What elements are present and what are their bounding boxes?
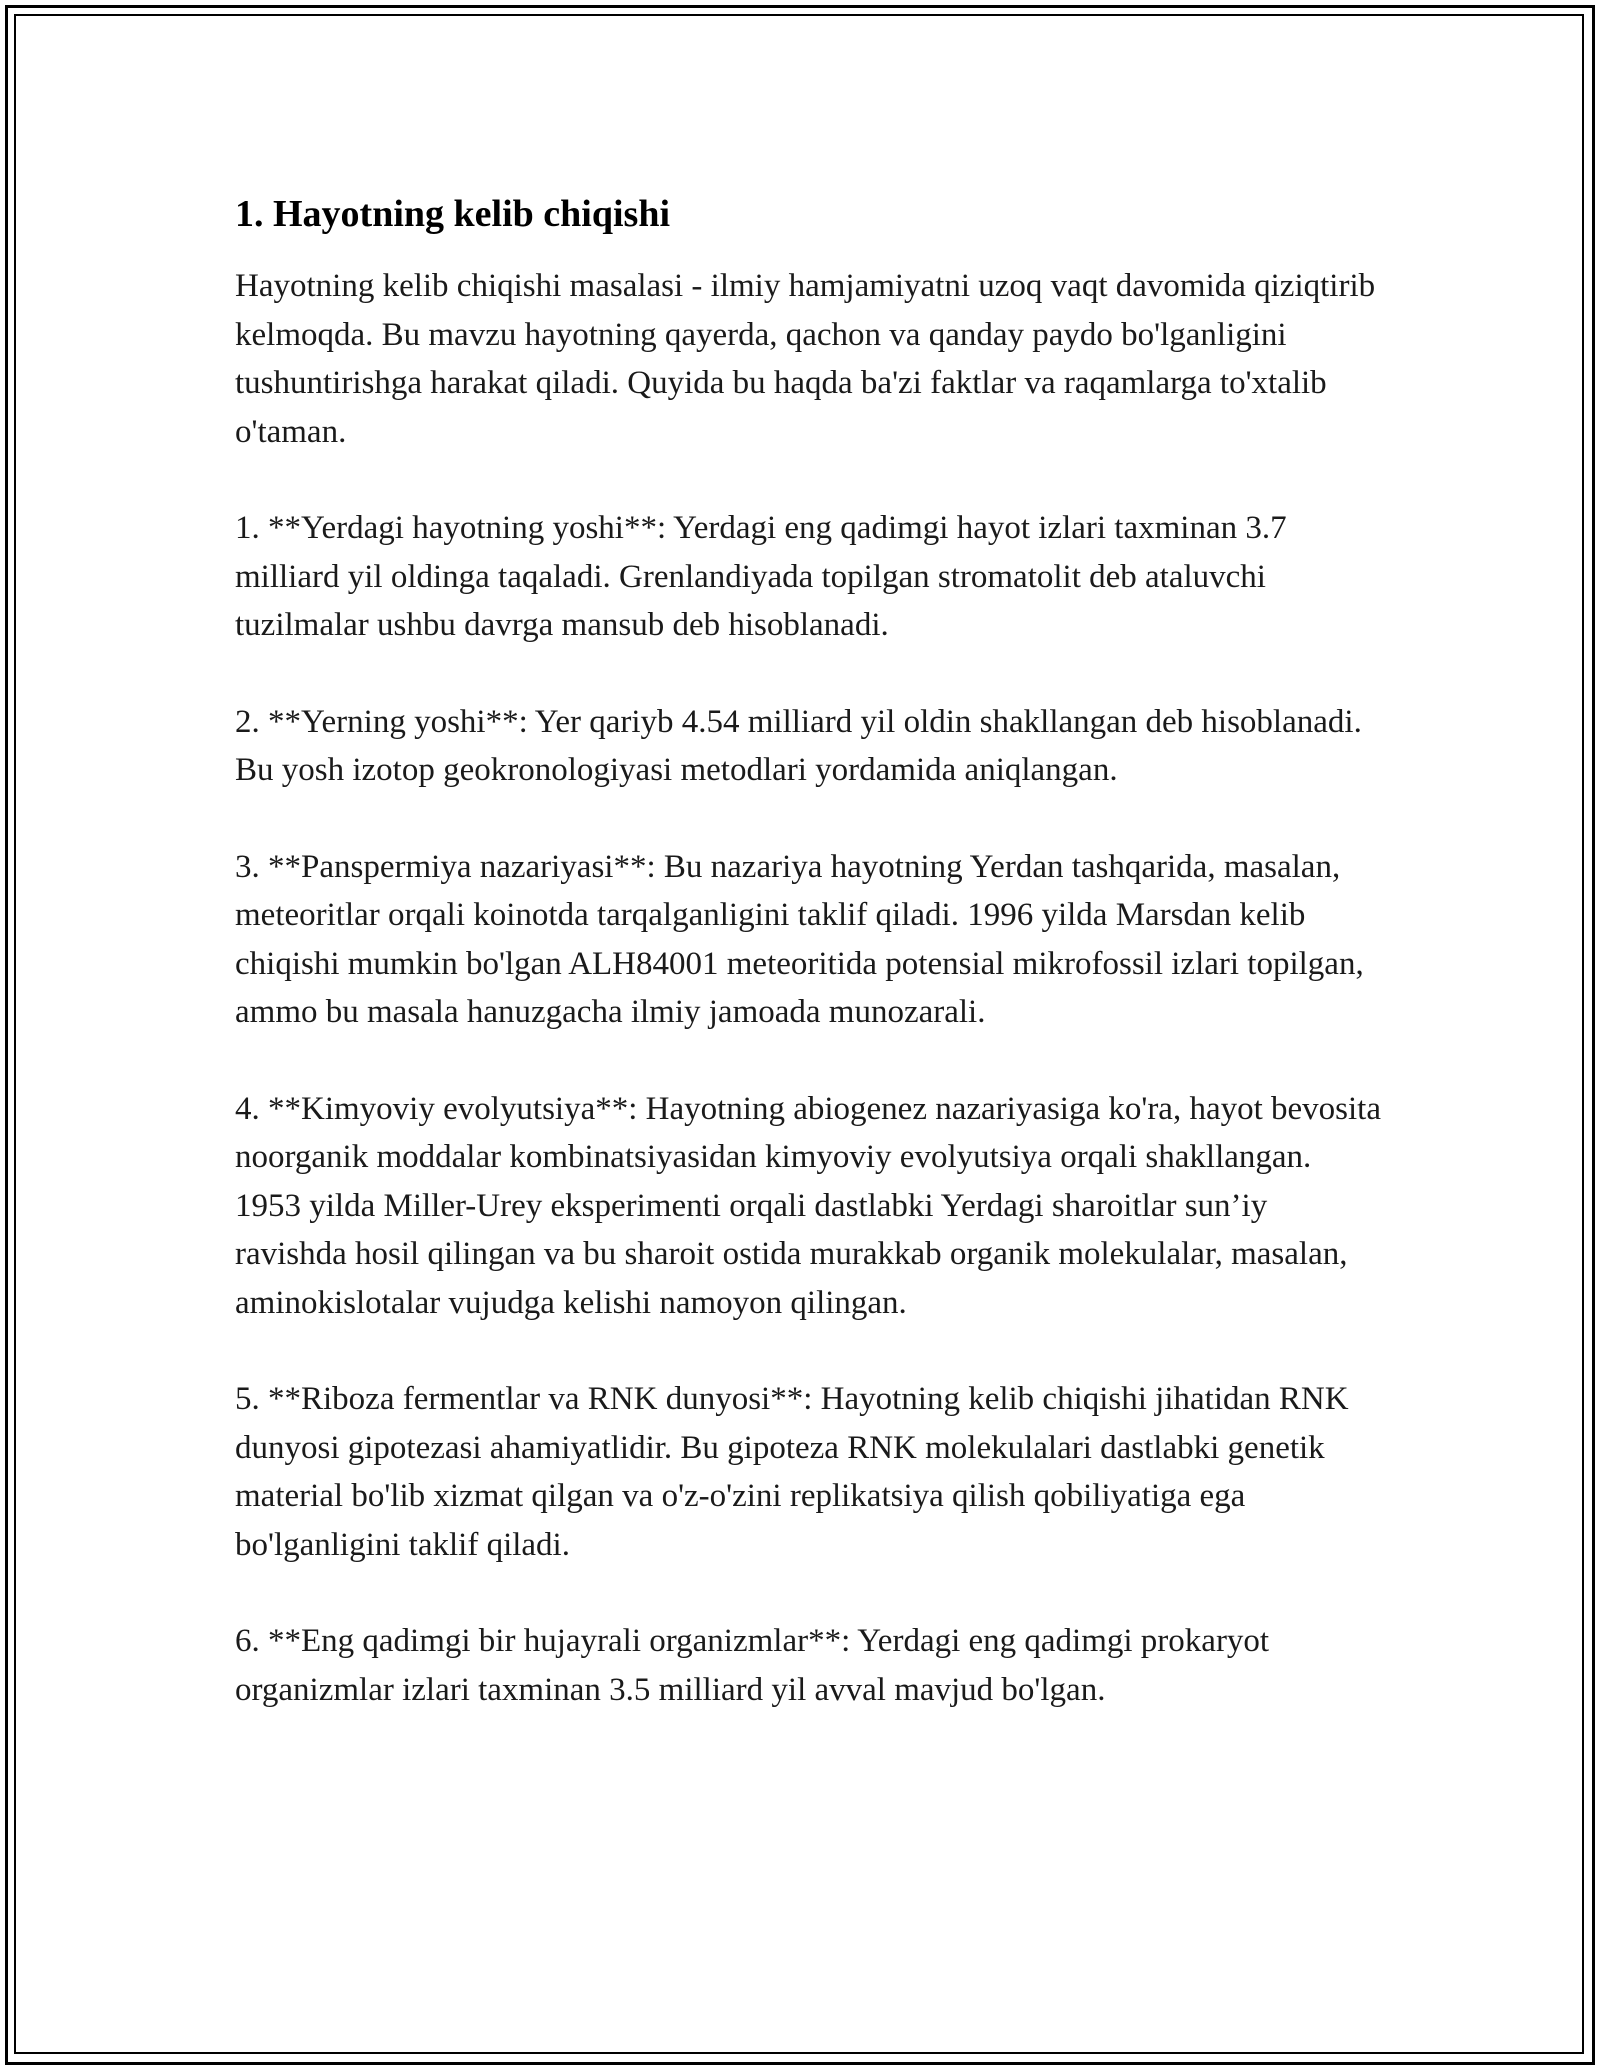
- list-item-1: 1. **Yerdagi hayotning yoshi**: Yerdagi eng qadimgi hayot izlari taxminan 3.7 milliard yil oldinga taqaladi. Grenlandiyada topilgan stromatolit deb ataluvchi tuzilmalar ushbu davrga mansub deb hisoblanadi.: [235, 510, 1287, 643]
- list-item-5: 5. **Riboza fermentlar va RNK dunyosi**: Hayotning kelib chiqishi jihatidan RNK dunyosi gipotezasi ahamiyatlidir. Bu gipoteza RNK molekulalari dastlabki genetik material bo'lib xizmat qilgan va o'z-o'zini replikatsiya qilish qobiliyatiga ega bo'lganligini taklif qiladi.: [235, 1381, 1349, 1563]
- document-title: 1. Hayotning kelib chiqishi: [235, 193, 671, 235]
- list-item-4: 4. **Kimyoviy evolyutsiya**: Hayotning abiogenez nazariyasiga ko'ra, hayot bevosita noorganik moddalar kombinatsiyasidan kimyoviy evolyutsiya orqali shakllangan. 1953 yilda Miller-Urey eksperimenti orqali dastlabki Yerdagi sharoitlar sun’iy ravishda hosil qilingan va bu sharoit ostida murakkab organik molekulalar, masalan, aminokislotalar vujudga kelishi namoyon qilingan.: [235, 1090, 1381, 1321]
- list-item-6: 6. **Eng qadimgi bir hujayrali organizmlar**: Yerdagi eng qadimgi prokaryot organizmlar izlari taxminan 3.5 milliard yil avval mavjud bo'lgan.: [235, 1623, 1270, 1708]
- list-item-3: 3. **Panspermiya nazariyasi**: Bu nazariya hayotning Yerdan tashqarida, masalan, meteoritlar orqali koinotda tarqalganligini taklif qiladi. 1996 yilda Marsdan kelib chiqishi mumkin bo'lgan ALH84001 meteoritida potensial mikrofossil izlari topilgan, ammo bu masala hanuzgacha ilmiy jamoada munozarali.: [235, 848, 1364, 1030]
- intro-paragraph: Hayotning kelib chiqishi masalasi - ilmiy hamjamiyatni uzoq vaqt davomida qiziqtirib kelmoqda. Bu mavzu hayotning qayerda, qachon va qanday paydo bo'lganligini tushuntirishga harakat qiladi. Quyida bu haqda ba'zi faktlar va raqamlarga to'xtalib o'taman.: [235, 268, 1376, 450]
- list-item-2: 2. **Yerning yoshi**: Yer qariyb 4.54 milliard yil oldin shakllangan deb hisoblanadi. Bu yosh izotop geokronologiyasi metodlari yordamida aniqlangan.: [235, 703, 1362, 788]
- document-body: [235, 186, 1385, 1714]
